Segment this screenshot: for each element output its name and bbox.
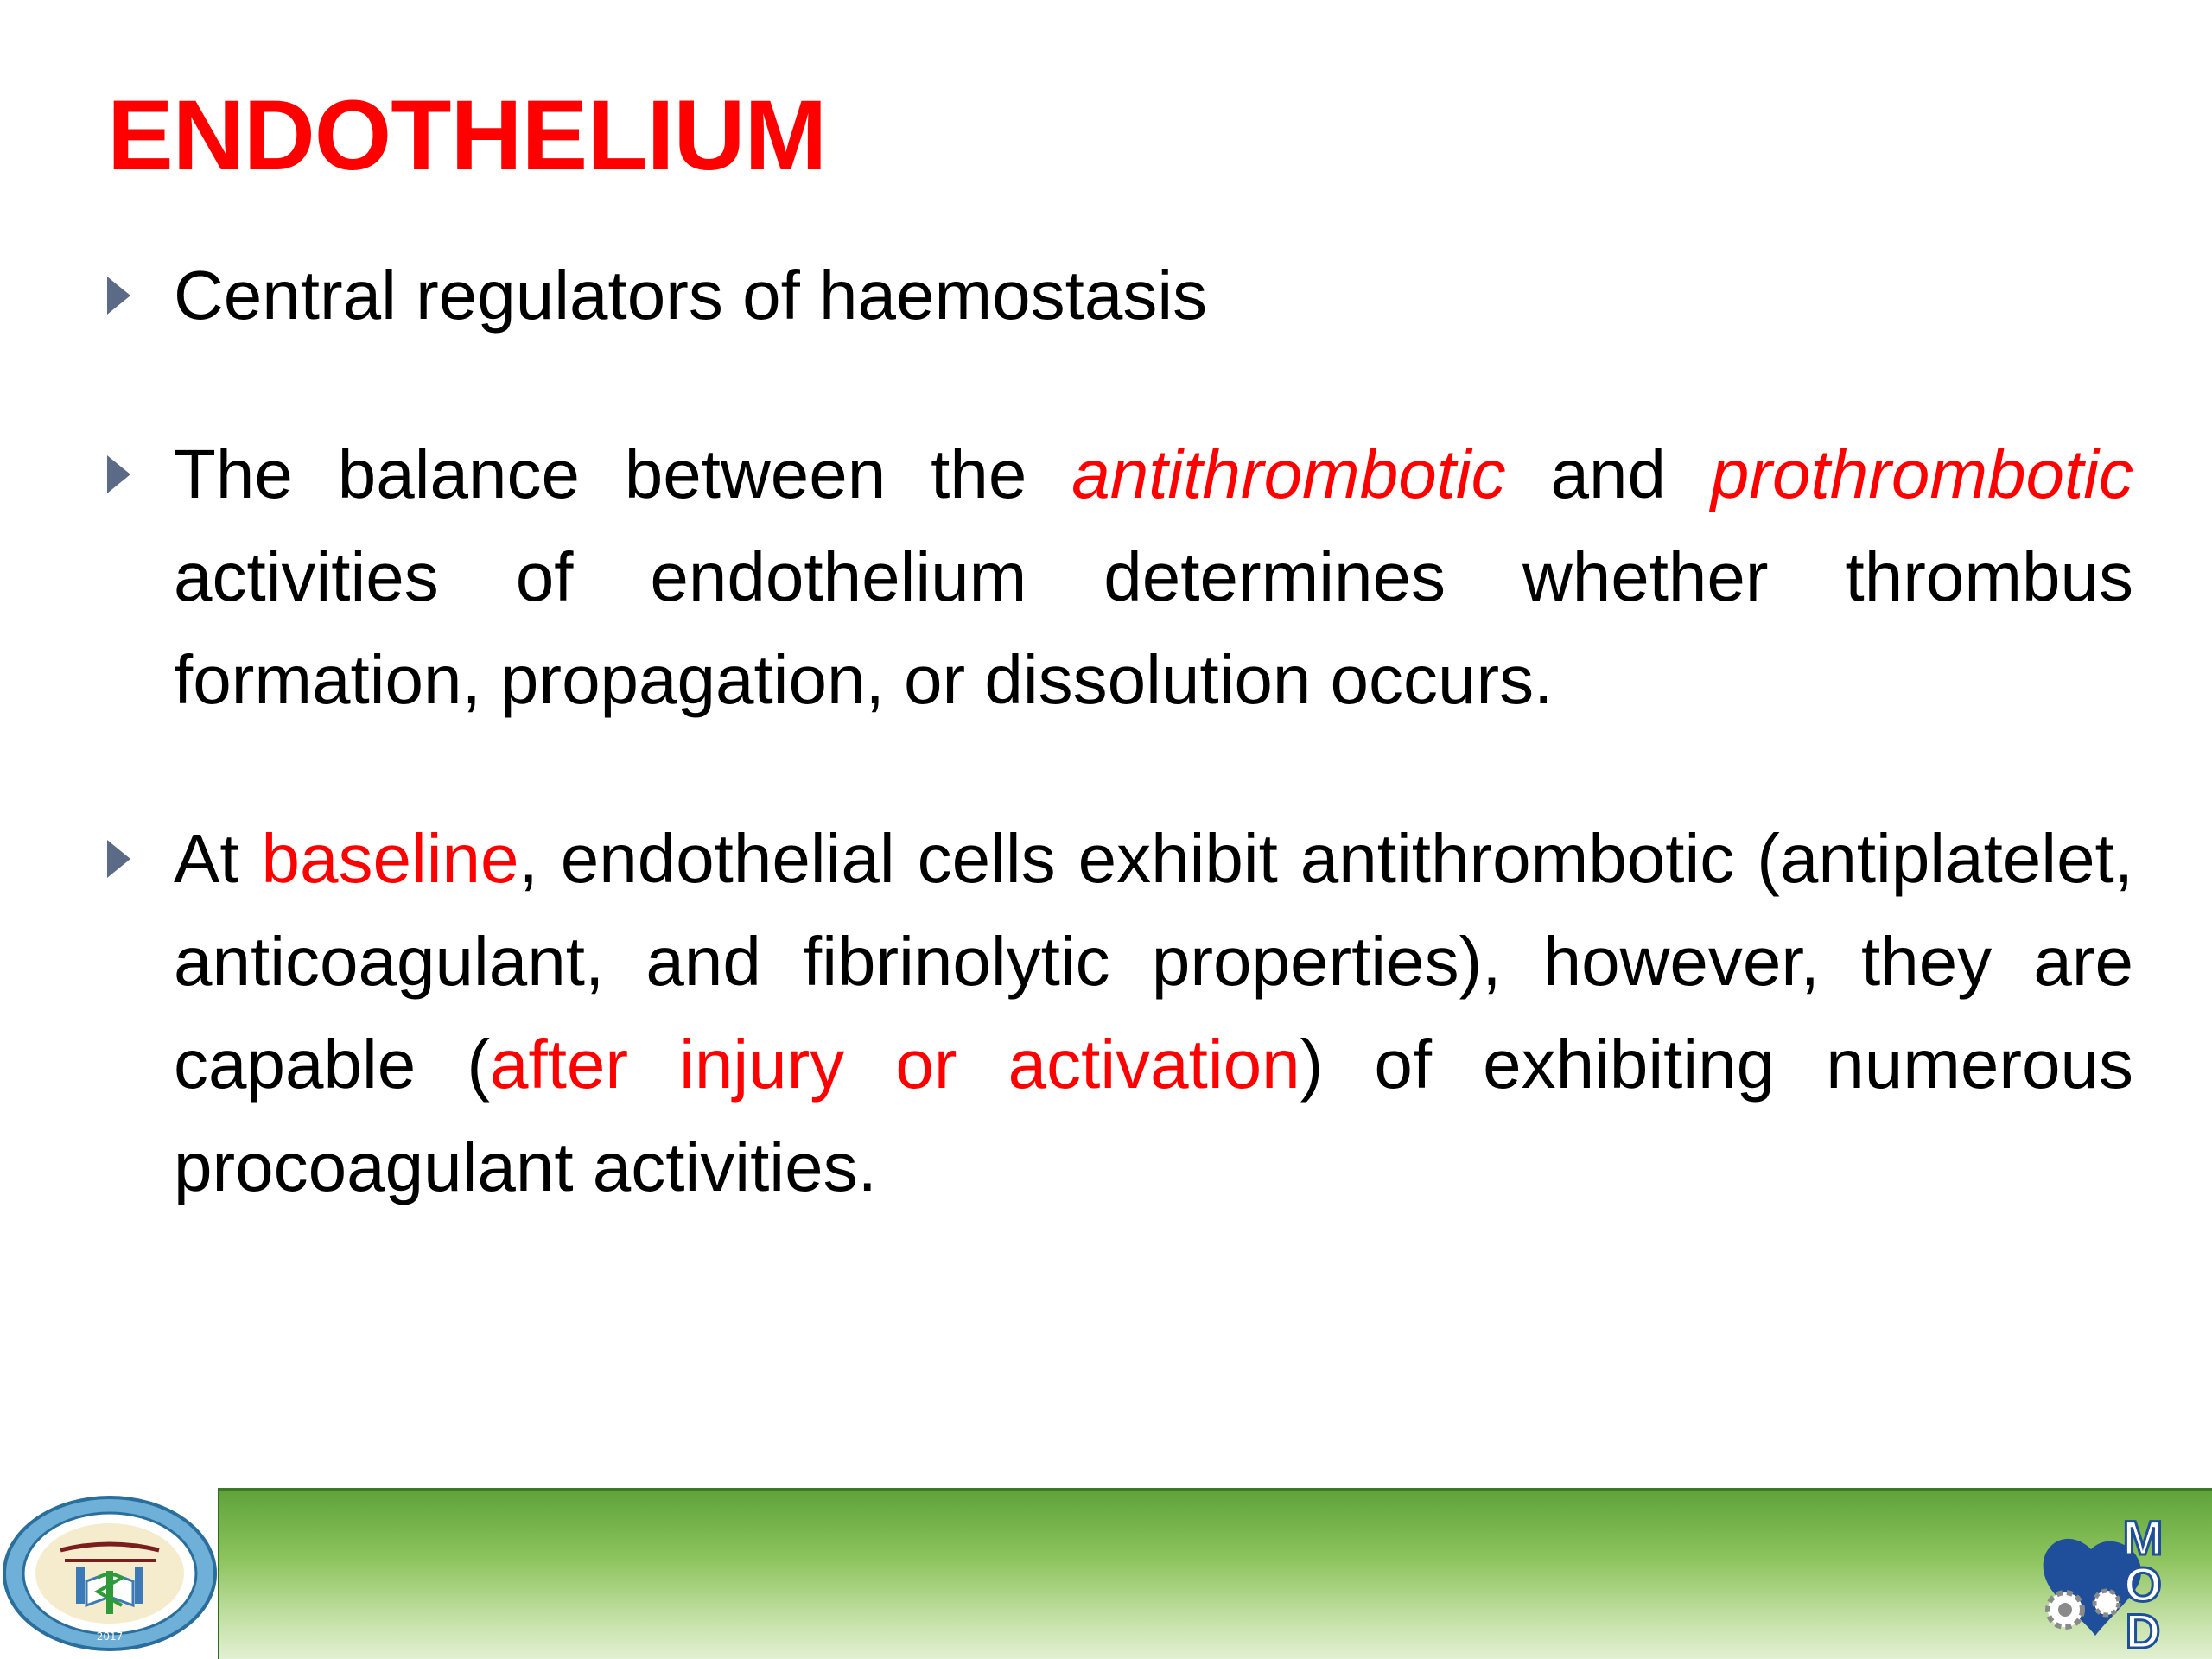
bullet-triangle-icon bbox=[107, 276, 130, 315]
university-seal-icon bbox=[0, 1488, 219, 1659]
emphasis-term: prothrombotic bbox=[1710, 435, 2133, 512]
bullet-item bbox=[107, 423, 2133, 731]
emphasis-term: antithrombotic bbox=[1071, 435, 1506, 512]
university-logo-box bbox=[0, 1488, 219, 1659]
emphasis-term: after injury or activation bbox=[489, 1026, 1300, 1103]
mod-logo-letter-d: D bbox=[2125, 1604, 2161, 1653]
bullet-text: The balance between the antithrombotic and prothrombotic activities of endothelium determines whether thrombus formation, propagation, or dissolution occurs. bbox=[174, 435, 2133, 718]
mod-logo-letter-o: O bbox=[2124, 1557, 2162, 1611]
bullet-triangle-icon bbox=[107, 840, 130, 878]
bullet-list bbox=[107, 244, 2133, 1218]
bullet-item bbox=[107, 807, 2133, 1218]
mod-logo-icon bbox=[2031, 1506, 2177, 1653]
emphasis-term: baseline bbox=[261, 820, 519, 897]
bullet-triangle-icon bbox=[107, 455, 130, 493]
mod-logo-letter-m: M bbox=[2122, 1510, 2164, 1565]
bullet-item bbox=[107, 244, 2133, 346]
slide-footer bbox=[0, 1488, 2212, 1659]
university-seal-year: 2017 bbox=[96, 1630, 124, 1643]
slide-title: ENDOTHELIUM bbox=[107, 80, 827, 191]
bullet-text: At baseline, endothelial cells exhibit antithrombotic (antiplatelet, anticoagulant, and fibrinolytic properties), however, they are capable (after injury or activation) of exhibiting numerous procoagulant activities. bbox=[174, 820, 2134, 1205]
bullet-text: Central regulators of haemostasis bbox=[174, 257, 1208, 334]
footer-green-bar bbox=[219, 1488, 2212, 1659]
